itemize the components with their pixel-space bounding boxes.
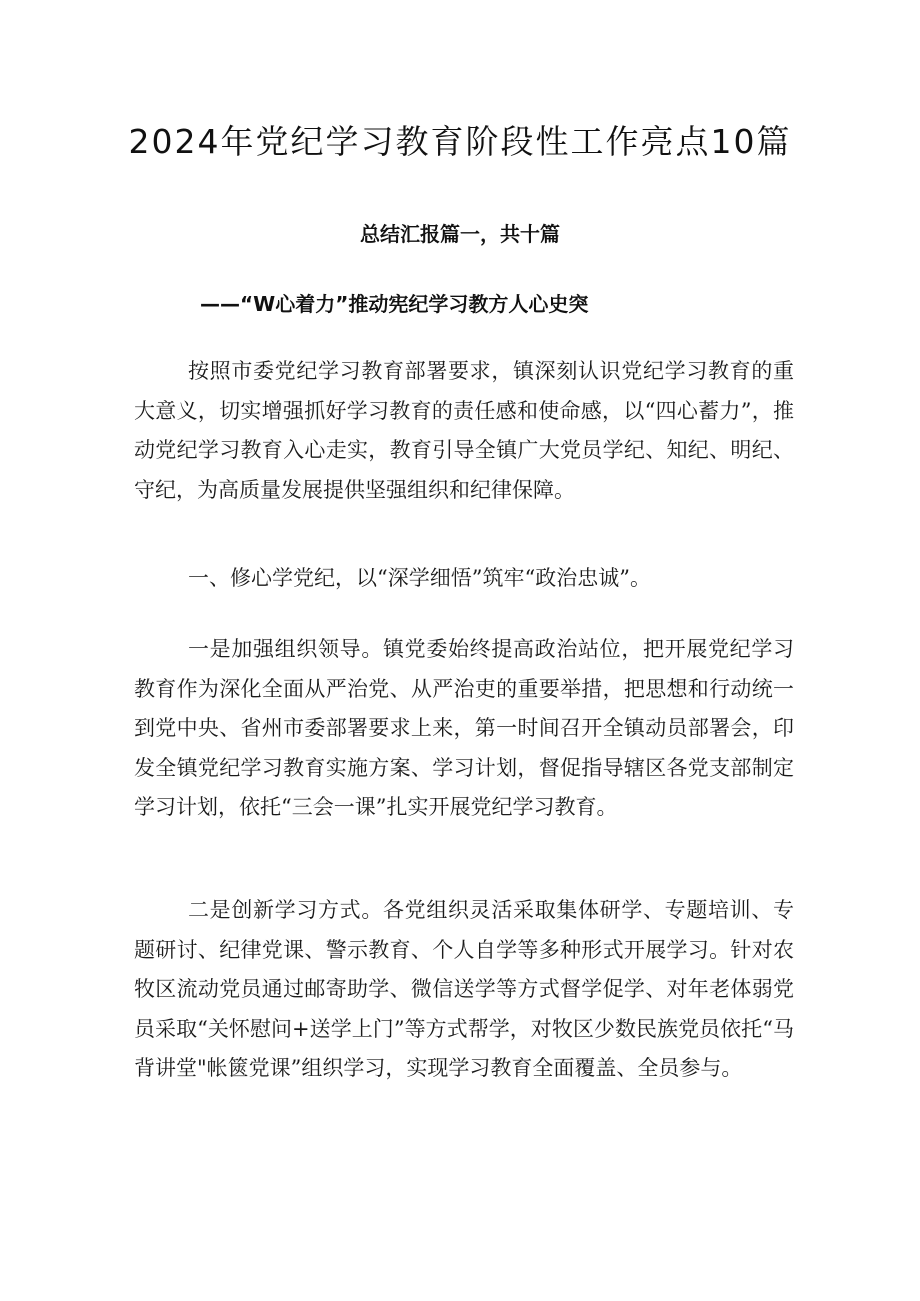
paragraph-organization: 一是加强组织领导。镇党委始终提高政治站位，把开展党纪学习教育作为深化全面从严治党、从严治吏的重要举措，把思想和行动统一到党中央、省州市委部署要求上来，第一时间召开全镇动员部署会，印发全镇党纪学习教育实施方案、学习计划，督促指导辖区各党支部制定学习计划，依托“三会一课”扎实开展党纪学习教育。: [134, 637, 794, 819]
section-heading-1: 一、修心学党纪，以“深学细悟”筑牢“政治忠诚”。: [188, 566, 651, 590]
document-subtitle: 总结汇报篇一，共十篇: [360, 222, 560, 246]
document-title: 2024年党纪学习教育阶段性工作亮点10篇: [128, 122, 792, 161]
paragraph-learning-methods: 二是创新学习方式。各党组织灵活采取集体研学、专题培训、专题研讨、纪律党课、警示教育、个人自学等多种形式开展学习。针对农牧区流动党员通过邮寄助学、微信送学等方式督学促学、对年老体弱党员采取“关怀慰问+送学上门”等方式帮学，对牧区少数民族党员依托“马背讲堂"帐篋党课”组织学习，实现学习教育全面覆盖、全员参与。: [134, 898, 794, 1080]
document-tagline: ——“W心着力”推动宪纪学习教方人心史突: [200, 292, 589, 316]
paragraph-intro: 按照市委党纪学习教育部署要求，镇深刻认识党纪学习教育的重大意义，切实增强抓好学习教育的责任感和使命感，以“四心蓄力”，推动党纪学习教育入心走实，教育引导全镇广大党员学纪、知纪、明纪、守纪，为高质量发展提供坚强组织和纪律保障。: [134, 359, 794, 502]
